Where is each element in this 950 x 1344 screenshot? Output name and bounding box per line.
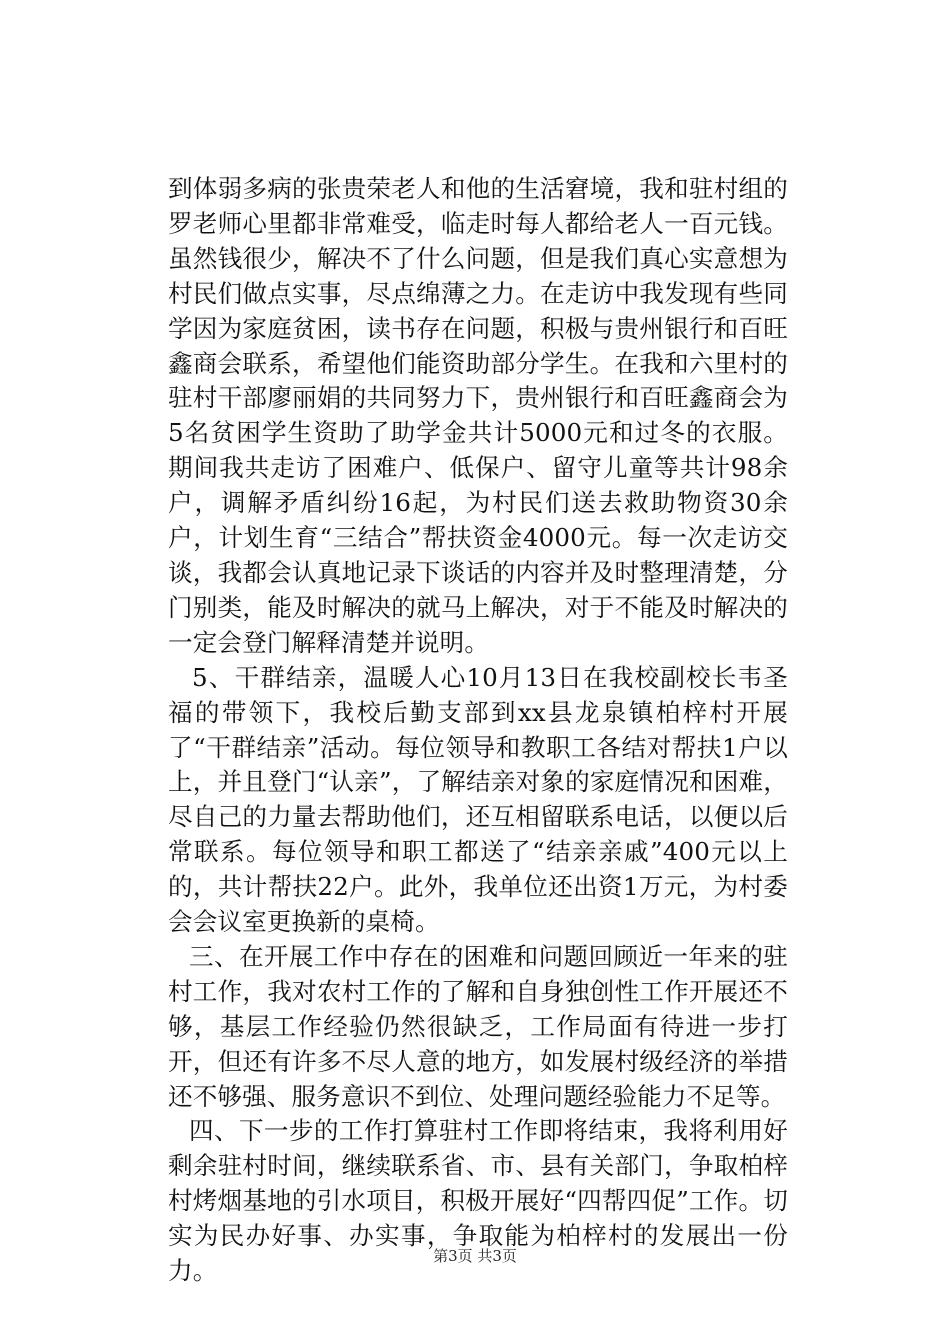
paragraph-continuation: 到体弱多病的张贵荣老人和他的生活窘境，我和驻村组的罗老师心里都非常难受，临走时每人都给老人一百元钱。虽然钱很少，解决不了什么问题，但是我们真心实意想为村民们做点实事，尽点绵薄之力。在走访中我发现有些同学因为家庭贫困，读书存在问题，积极与贵州银行和百旺鑫商会联系，希望他们能资助部分学生。在我和六里村的驻村干部廖丽娟的共同努力下，贵州银行和百旺鑫商会为5名贫困学生资助了助学金共计5000元和过冬的衣服。期间我共走访了困难户、低保户、留守儿童等共计98余户，调解矛盾纠纷16起，为村民们送去救助物资30余户，计划生育“三结合”帮扶资金4000元。每一次走访交谈，我都会认真地记录下谈话的内容并及时整理清楚，分门别类，能及时解决的就马上解决，对于不能及时解决的一定会登门解释清楚并说明。 [168, 174, 788, 657]
document-body [168, 172, 788, 1289]
paragraph-section-3: 三、在开展工作中存在的困难和问题回顾近一年来的驻村工作，我对农村工作的了解和自身独创性工作开展还不够，基层工作经验仍然很缺乏，工作局面有待进一步打开，但还有许多不尽人意的地方，如发展村级经济的举措还不够强、服务意识不到位、处理问题经验能力不足等。 [168, 941, 788, 1111]
page-number-footer: 第3页 共3页 [433, 1247, 517, 1265]
paragraph-section-4: 四、下一步的工作打算驻村工作即将结束，我将利用好剩余驻村时间，继续联系省、市、县有关部门，争取柏梓村烤烟基地的引水项目，积极开展好“四帮四促”工作。切实为民办好事、办实事，争取能为柏梓村的发展出一份力。 [168, 1116, 788, 1286]
paragraph-item-5: 5、干群结亲，温暖人心10月13日在我校副校长韦圣福的带领下，我校后勤支部到xx县龙泉镇柏梓村开展了“干群结亲”活动。每位领导和教职工各结对帮扶1户以上，并且登门“认亲”，了解结亲对象的家庭情况和困难，尽自己的力量去帮助他们，还互相留联系电话，以便以后常联系。每位领导和职工都送了“结亲亲戚”400元以上的，共计帮扶22户。此外，我单位还出资1万元，为村委会会议室更换新的桌椅。 [168, 662, 788, 937]
